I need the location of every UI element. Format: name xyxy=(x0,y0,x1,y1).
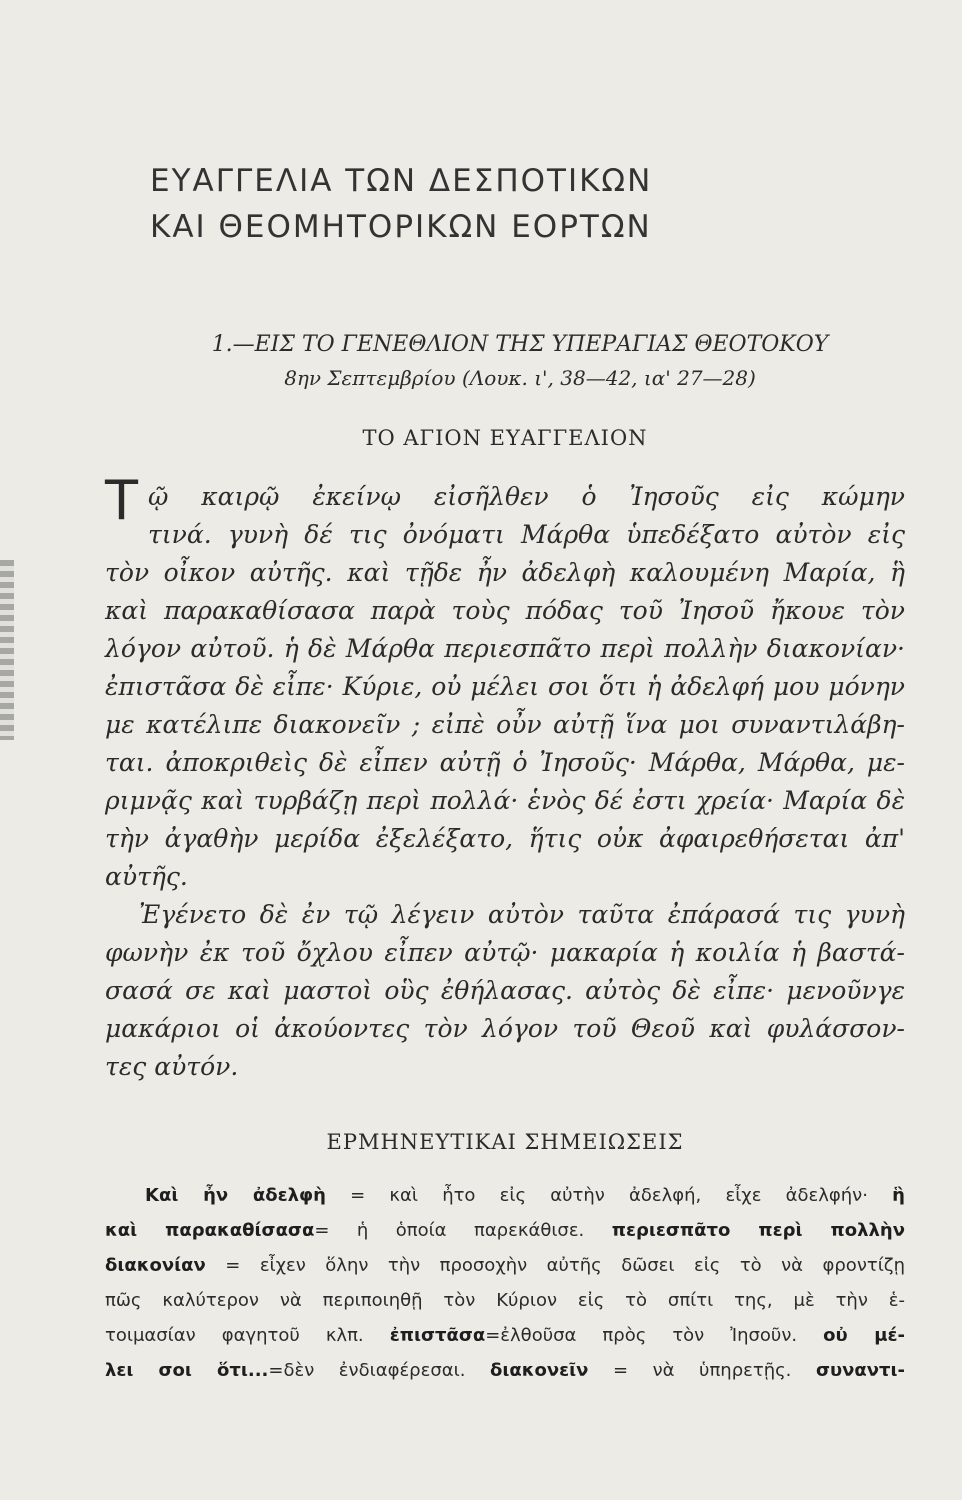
note-term: συναντι- xyxy=(815,1360,905,1381)
note-term: Καὶ ἦν ἀδελφὴ xyxy=(145,1185,326,1206)
book-title-line-1: ΕΥΑΓΓΕΛΙΑ ΤΩΝ ΔΕΣΠΟΤΙΚΩΝ xyxy=(150,163,653,199)
gospel-line: μακάριοι οἱ ἀκούοντες τὸν λόγον τοῦ Θεοῦ καὶ φυλάσσον- xyxy=(105,1014,905,1043)
gospel-line: λόγον αὐτοῦ. ἡ δὲ Μάρθα περιεσπᾶτο περὶ πολλὴν διακονίαν· xyxy=(105,634,905,663)
notes-text xyxy=(105,1178,905,1388)
book-title-line-2: ΚΑΙ ΘΕΟΜΗΤΟΡΙΚΩΝ ΕΟΡΤΩΝ xyxy=(150,209,652,245)
gospel-heading: ΤΟ ΑΓΙΟΝ ΕΥΑΓΓΕΛΙΟΝ xyxy=(362,426,648,450)
gospel-line: τὸν οἶκον αὐτῆς. καὶ τῇδε ἦν ἀδελφὴ καλουμένη Μαρία, ἣ xyxy=(105,558,905,587)
gospel-line: ται. ἀποκριθεὶς δὲ εἶπεν αὐτῇ ὁ Ἰησοῦς· Μάρθα, Μάρθα, με- xyxy=(105,748,905,777)
note-term: διακονίαν xyxy=(105,1255,206,1276)
note-line xyxy=(105,1318,905,1353)
notes-heading: ΕΡΜΗΝΕΥΤΙΚΑΙ ΣΗΜΕΙΩΣΕΙΣ xyxy=(326,1130,684,1154)
note-term: ἣ xyxy=(892,1185,905,1206)
gospel-line: ῷ καιρῷ ἐκείνῳ εἰσῆλθεν ὁ Ἰησοῦς εἰς κώμην xyxy=(148,482,905,511)
binding-edge-mark xyxy=(0,560,14,740)
note-term: οὐ μέ- xyxy=(823,1325,905,1346)
gospel-text xyxy=(105,469,905,1086)
note-line xyxy=(105,1283,905,1318)
note-gloss: = νὰ ὑπηρετῇς. xyxy=(588,1360,816,1381)
note-line xyxy=(105,1213,905,1248)
book-title xyxy=(150,158,870,250)
gospel-line: ριμνᾷς καὶ τυρβάζῃ περὶ πολλά· ἑνὸς δέ ἐστι χρεία· Μαρία δὲ xyxy=(105,786,905,815)
gospel-line: ἐπιστᾶσα δὲ εἶπε· Κύριε, οὐ μέλει σοι ὅτι ἡ ἀδελφή μου μόνην xyxy=(105,672,905,701)
gospel-line: σασά σε καὶ μαστοὶ οὓς ἐθήλασας. αὐτὸς δὲ εἶπε· μενοῦνγε xyxy=(105,976,905,1005)
section-reference: 8ην Σεπτεμβρίου (Λουκ. ι', 38—42, ια' 27—28) xyxy=(284,366,756,390)
note-term: ἐπιστᾶσα xyxy=(389,1325,486,1346)
note-term: περιεσπᾶτο περὶ πολλὴν xyxy=(611,1220,905,1241)
gospel-line: φωνὴν ἐκ τοῦ ὄχλου εἶπεν αὐτῷ· μακαρία ἡ κοιλία ἡ βαστά- xyxy=(105,938,905,967)
note-line xyxy=(105,1248,905,1283)
drop-cap: Τ xyxy=(105,469,138,532)
note-gloss: τοιμασίαν φαγητοῦ κλπ. xyxy=(105,1325,390,1346)
note-line xyxy=(105,1178,905,1213)
gospel-line: τὴν ἀγαθὴν μερίδα ἐξελέξατο, ἥτις οὐκ ἀφαιρεθήσεται ἀπ' xyxy=(105,824,905,853)
gospel-line: με κατέλιπε διακονεῖν ; εἰπὲ οὖν αὐτῇ ἵνα μοι συναντιλάβη- xyxy=(105,710,905,739)
note-term: διακονεῖν xyxy=(489,1360,589,1381)
gospel-line: τες αὐτόν. xyxy=(105,1052,239,1081)
section-title: 1.—ΕΙΣ ΤΟ ΓΕΝΕΘΛΙΟΝ ΤΗΣ ΥΠΕΡΑΓΙΑΣ ΘΕΟΤΟΚΟΥ xyxy=(211,332,829,357)
note-gloss: =ἐλθοῦσα πρὸς τὸν Ἰησοῦν. xyxy=(485,1325,824,1346)
gospel-line: καὶ παρακαθίσασα παρὰ τοὺς πόδας τοῦ Ἰησοῦ ἤκουε τὸν xyxy=(105,596,905,625)
note-gloss: = ἡ ὁποία παρεκάθισε. xyxy=(314,1220,612,1241)
note-line xyxy=(105,1353,905,1388)
note-term: καὶ παρακαθίσασα xyxy=(105,1220,315,1241)
gospel-line: Ἐγένετο δὲ ἐν τῷ λέγειν αὐτὸν ταῦτα ἐπάρασά τις γυνὴ xyxy=(139,900,905,929)
note-term: λει σοι ὅτι... xyxy=(105,1360,269,1381)
note-gloss: πῶς καλύτερον νὰ περιποιηθῇ τὸν Κύριον εἰς τὸ σπίτι της, μὲ τὴν ἑ- xyxy=(105,1290,905,1311)
note-gloss: = εἶχεν ὅλην τὴν προσοχὴν αὐτῆς δῶσει εἰς τὸ νὰ φροντίζῃ xyxy=(205,1255,905,1276)
note-gloss: =δὲν ἐνδιαφέρεσαι. xyxy=(268,1360,490,1381)
note-gloss: = καὶ ἦτο εἰς αὐτὴν ἀδελφή, εἶχε ἀδελφήν· xyxy=(325,1185,893,1206)
gospel-line: αὐτῆς. xyxy=(105,862,188,891)
gospel-line: τινά. γυνὴ δέ τις ὀνόματι Μάρθα ὑπεδέξατο αὐτὸν εἰς xyxy=(148,520,905,549)
